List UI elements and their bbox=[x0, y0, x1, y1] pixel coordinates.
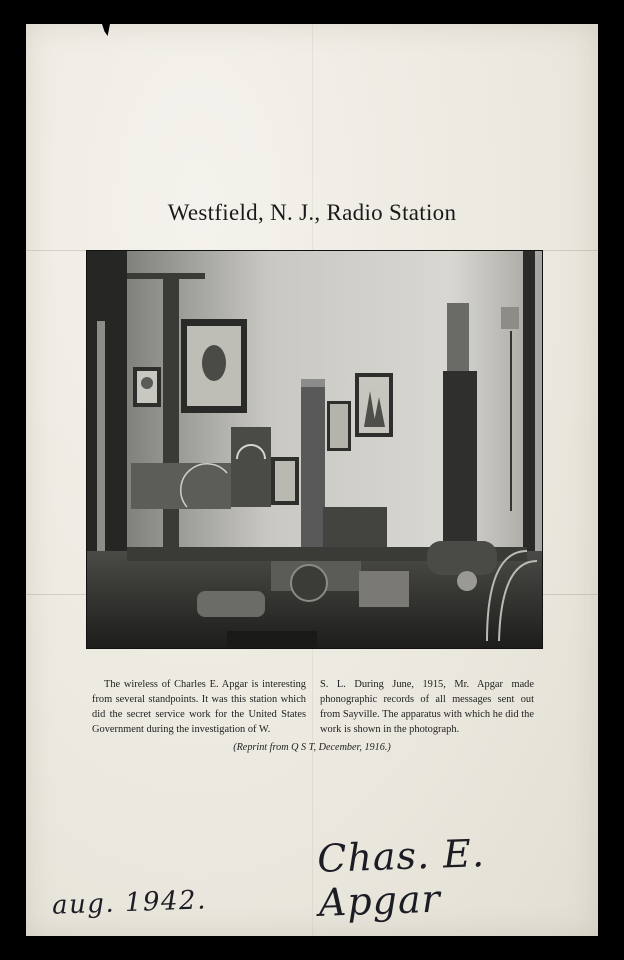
caption-right-column: S. L. During June, 1915, Mr. Apgar made phonographic records of all messages sent out from Sayville. The apparatus with which he did the work is shown in the photograph. bbox=[320, 679, 534, 736]
paper-tear bbox=[102, 24, 110, 36]
document-page bbox=[26, 24, 598, 936]
handwritten-date: aug. 1942. bbox=[51, 885, 208, 921]
page-title: Westfield, N. J., Radio Station bbox=[167, 200, 457, 225]
handwritten-signature: Chas. E. Apgar bbox=[316, 831, 486, 925]
station-photograph bbox=[86, 250, 543, 649]
reprint-note: (Reprint from Q S T, December, 1916.) bbox=[233, 742, 391, 753]
caption-left-column: The wireless of Charles E. Apgar is interesting from several standpoints. It was this station which did the secret service work for the United States Government during the investigation of W. bbox=[92, 679, 306, 736]
